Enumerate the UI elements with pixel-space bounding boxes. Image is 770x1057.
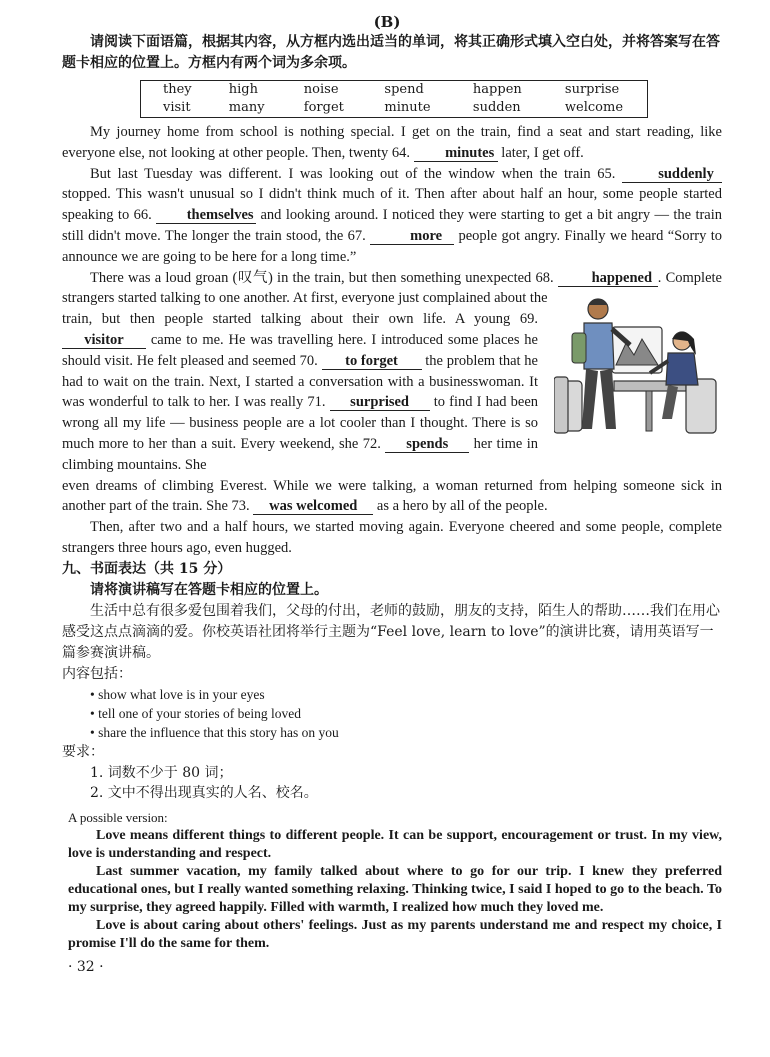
story-paragraph-2: [62, 164, 722, 268]
answer-67: more: [370, 228, 454, 245]
story-text: . Complete strangers started talking to one another. At first, everyone just complained about the: [62, 269, 722, 307]
word-box-cell: spend: [384, 82, 424, 97]
story-paragraph-1: [62, 122, 722, 164]
page-number: · 32 ·: [68, 958, 104, 975]
story-paragraph-3-bottom: [62, 476, 722, 518]
content-label: 内容包括：: [62, 665, 132, 682]
story-text: and looking around. I noticed they were starting to get a bit angry — the train still didn't move. The longer the train stood, the 67.: [62, 207, 723, 244]
story-text: later, I get off.: [501, 144, 584, 161]
section-mark: (B): [373, 13, 401, 31]
answer-72: spends: [385, 436, 469, 453]
writing-instruction: 请将演讲稿写在答题卡相应的位置上。: [90, 581, 328, 598]
answer-64: minutes: [414, 145, 498, 162]
word-box-cell: high: [228, 82, 258, 97]
word-box-row: [141, 81, 647, 99]
story-text: even dreams of climbing Everest. While we were talking, a woman returned from helping someone sick in another part of the train. She 73.: [62, 477, 722, 515]
train-conversation-illustration: [554, 289, 722, 439]
story-text: to find I had been wrong all my life — business people are a lot cooler than I thought. There is so much more to her than a suit. Every weekend, she 72.: [62, 394, 539, 452]
answer-73: was welcomed: [253, 498, 373, 515]
story-text: people got angry. Finally we heard “Sorry to announce we are going to be here for a long time.”: [62, 227, 722, 265]
essay-paragraph: Love is about caring about others' feelings. Just as my parents understand me and respect my choice, I promise I'll do the same for them.: [68, 917, 722, 951]
answer-68: happened: [558, 270, 658, 287]
bullet-item: • show what love is in your eyes: [90, 685, 722, 704]
word-box-cell: they: [163, 82, 192, 97]
word-box-cell: visit: [163, 100, 191, 115]
answer-65: suddenly: [622, 166, 722, 183]
essay-paragraph: Last summer vacation, my family talked about where to go for our trip. I knew they preferred educational ones, but I really wanted something relaxing. Thinking twice, I said I hoped to go to the beach. To my surprise, they agreed happily. Filled with warmth, I realized how much they loved me.: [68, 863, 722, 915]
story-text: There was a loud groan (叹气) in the train, but then something unexpected 68.: [90, 269, 554, 286]
writing-prompt: 生活中总有很多爱包围着我们，父母的付出，老师的鼓励，朋友的支持，陌生人的帮助……我们在用心感受这点点滴滴的爱。你校英语社团将举行主题为“Feel love, learn to love”的演讲比赛，请用英语写一篇参赛演讲稿。: [62, 602, 720, 661]
answer-66: themselves: [156, 207, 256, 224]
story-text: came to me. He was travelling here. I introduced some places he should visit. He felt pleased and seemed 70.: [62, 331, 538, 369]
content-bullets: [90, 685, 722, 742]
word-box-cell: sudden: [472, 100, 521, 115]
requirement-item: 2. 文中不得出现真实的人名、校名。: [90, 784, 318, 801]
requirement-item: 1. 词数不少于 80 词；: [90, 764, 233, 781]
story-text: stopped. This wasn't unusual so I didn't think much of it. Then after about half an hour, some people started speaking to 66.: [62, 186, 722, 224]
answer-69: visitor: [62, 332, 146, 349]
word-box-cell: welcome: [564, 100, 624, 115]
cloze-instruction: 请阅读下面语篇，根据其内容，从方框内选出适当的单词，将其正确形式填入空白处，并将答案写在答题卡相应的位置上。方框内有两个词为多余项。: [62, 34, 720, 71]
word-box-row: [141, 99, 647, 117]
story-text: her time in climbing mountains. She: [62, 435, 538, 473]
story-with-illustration: [62, 268, 722, 476]
bullet-item: • tell one of your stories of being loved: [90, 704, 722, 723]
requirements-list: [90, 763, 722, 803]
requirements-label: 要求：: [62, 743, 104, 760]
word-box-cell: noise: [303, 82, 339, 97]
story-text: the problem that he had to wait on the train. Next, I started a conversation with a businesswoman. It was wonderful to talk to her. I was really 71.: [62, 352, 538, 411]
story-text: But last Tuesday was different. I was looking out of the window when the train 65.: [90, 165, 616, 182]
bullet-item: • share the influence that this story has on you: [90, 723, 722, 742]
writing-heading: 九、书面表达（共 15 分）: [62, 560, 232, 577]
word-box-table: [141, 81, 647, 117]
story-text: as a hero by all of the people.: [376, 498, 548, 515]
word-box-cell: minute: [384, 100, 431, 115]
essay-paragraph: Love means different things to different people. It can be support, encouragement or trust. In my view, love is understanding and respect.: [68, 827, 722, 861]
story-text: train, but then people started talking about their own life. A young 69.: [62, 311, 538, 328]
story-paragraph-4: Then, after two and a half hours, we started moving again. Everyone cheered and some people, complete strangers three hours ago, even hugged.: [62, 519, 722, 556]
word-box-cell: forget: [303, 100, 344, 115]
word-box: [140, 80, 648, 118]
story-paragraph-3-narrow: [62, 309, 538, 475]
answer-71: surprised: [330, 394, 430, 411]
version-label: A possible version:: [68, 809, 168, 825]
answer-70: to forget: [322, 353, 422, 370]
word-box-cell: happen: [472, 82, 522, 97]
story-text: My journey home from school is nothing special. I get on the train, find a seat and start reading, like everyone else, not looking at other people. Then, twenty 64.: [62, 124, 722, 161]
word-box-cell: surprise: [564, 82, 620, 97]
word-box-cell: many: [228, 100, 265, 115]
worksheet-page: [62, 12, 722, 975]
